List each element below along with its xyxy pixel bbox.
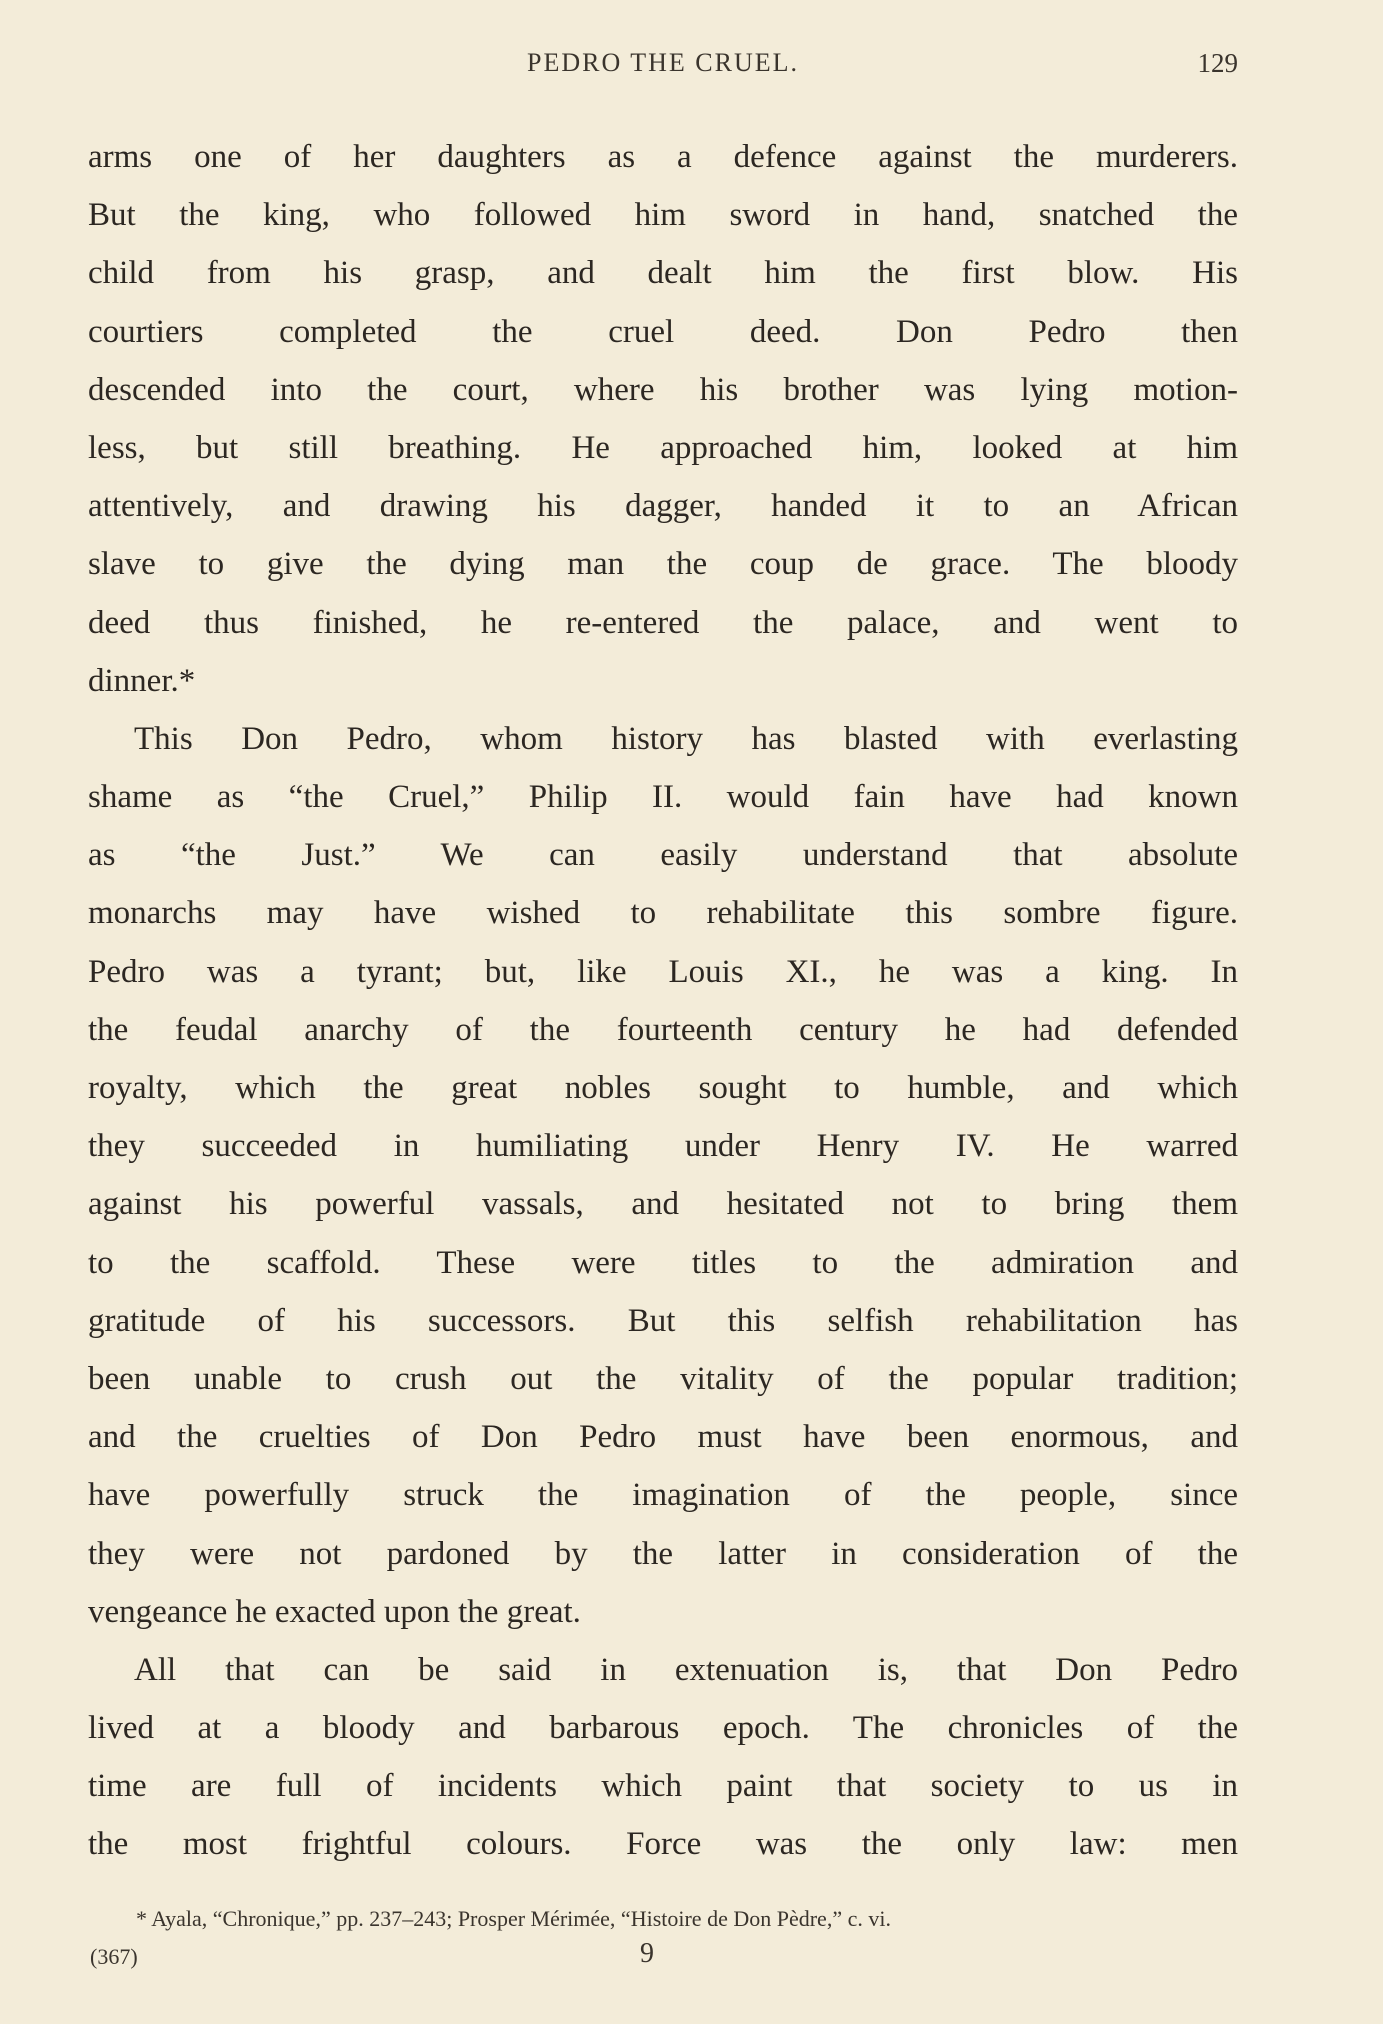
text-line: the most frightful colours. Force was the only law: men (88, 1826, 1238, 1863)
signature-number: 9 (640, 1938, 654, 1969)
running-title: PEDRO THE CRUEL. (526, 48, 800, 77)
text-line: descended into the court, where his brother was lying motion- (88, 371, 1238, 408)
text-line: and the cruelties of Don Pedro must have been enormous, and (88, 1419, 1238, 1456)
text-line: as “the Just.” We can easily understand that absolute (88, 837, 1238, 874)
text-line: lived at a bloody and barbarous epoch. The chronicles of the (88, 1710, 1238, 1747)
page-header (88, 48, 1238, 88)
text-line: All that can be said in extenuation is, that Don Pedro (134, 1651, 1238, 1688)
text-line: child from his grasp, and dealt him the first blow. His (88, 255, 1238, 292)
signature-mark: (367) (90, 1944, 138, 1969)
text-line: against his powerful vassals, and hesitated not to bring them (88, 1186, 1238, 1223)
text-line: shame as “the Cruel,” Philip II. would fain have had known (88, 779, 1238, 816)
text-line: they were not pardoned by the latter in consideration of the (88, 1535, 1238, 1572)
text-line: have powerfully struck the imagination of the people, since (88, 1477, 1238, 1514)
text-line: time are full of incidents which paint that society to us in (88, 1768, 1238, 1805)
footnote: * Ayala, “Chronique,” pp. 237–243; Prosper Mérimée, “Histoire de Don Pèdre,” c. vi. (136, 1906, 891, 1931)
text-line: courtiers completed the cruel deed. Don Pedro then (88, 313, 1238, 350)
text-line: been unable to crush out the vitality of the popular tradition; (88, 1360, 1238, 1397)
text-line: gratitude of his successors. But this selfish rehabilitation has (88, 1302, 1238, 1339)
text-line: vengeance he exacted upon the great. (88, 1593, 581, 1630)
text-line: monarchs may have wished to rehabilitate this sombre figure. (88, 895, 1238, 932)
page-number: 129 (1197, 48, 1238, 78)
text-line: the feudal anarchy of the fourteenth century he had defended (88, 1011, 1238, 1048)
text-line: But the king, who followed him sword in hand, snatched the (88, 197, 1238, 234)
text-line: arms one of her daughters as a defence against the murderers. (88, 139, 1238, 175)
text-line: to the scaffold. These were titles to the admiration and (88, 1244, 1238, 1281)
text-line: slave to give the dying man the coup de grace. The bloody (88, 546, 1238, 583)
text-line: royalty, which the great nobles sought to humble, and which (88, 1070, 1238, 1106)
text-line: This Don Pedro, whom history has blasted with everlasting (134, 720, 1238, 757)
text-line: less, but still breathing. He approached him, looked at him (88, 429, 1238, 466)
text-line: attentively, and drawing his dagger, handed it to an African (88, 488, 1238, 525)
text-line: Pedro was a tyrant; but, like Louis XI., he was a king. In (88, 953, 1238, 990)
body-text (88, 128, 1238, 1874)
text-line: dinner.* (88, 662, 196, 699)
text-line: they succeeded in humiliating under Henry IV. He warred (88, 1128, 1238, 1165)
text-line: deed thus finished, he re-entered the palace, and went to (88, 604, 1238, 641)
